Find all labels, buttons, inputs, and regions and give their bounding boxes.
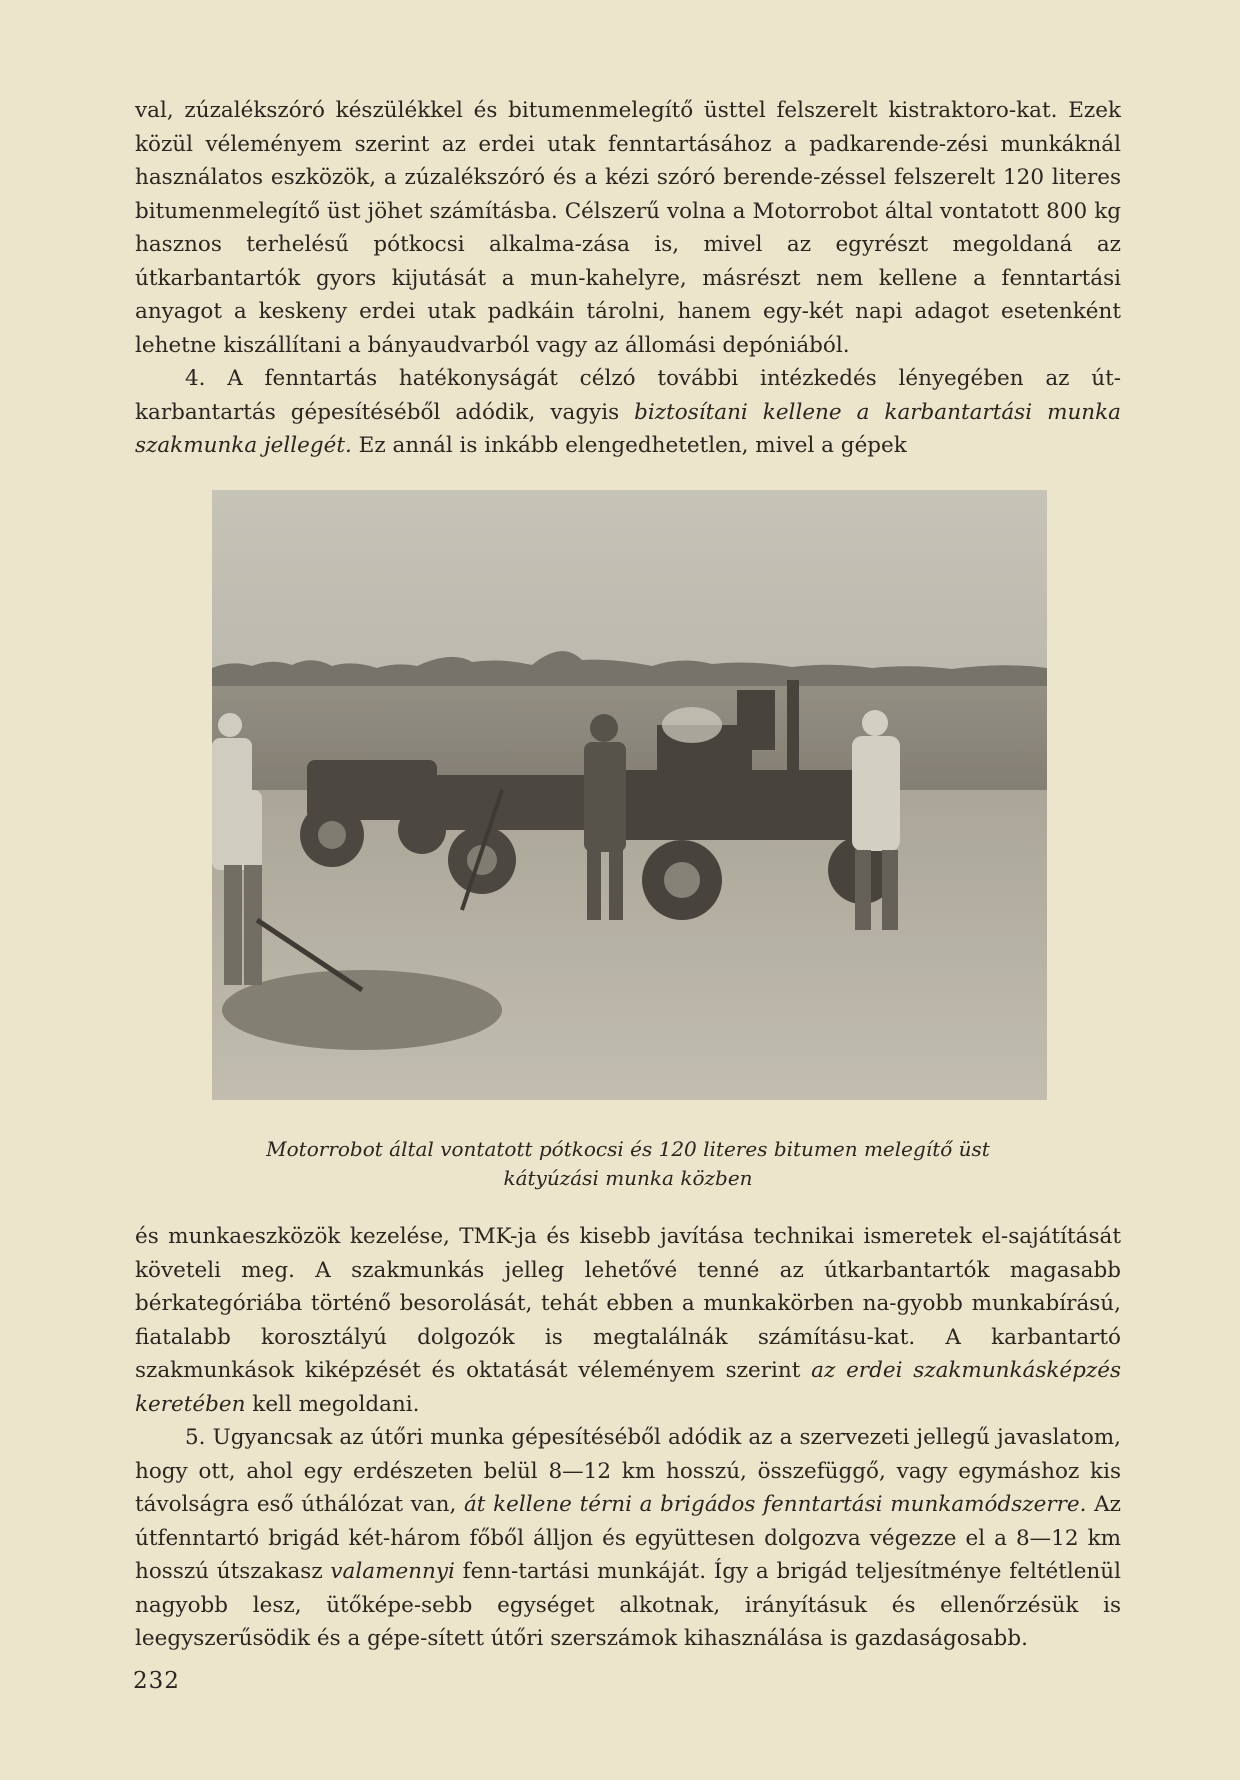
paragraph-4 <box>135 362 1121 463</box>
text-segment: és munkaeszközök kezelése, TMK-ja és kisebb javítása technikai ismeretek el-sajátítását követeli meg. A szakmunkás jelleg lehetővé tenné az útkarbantartók magasabb bérkategóriába történő besorolását, tehát ebben a munkakörben na-gyobb munkabírású, fiatalabb korosztályú dolgozók is megtalálnák számításu-kat. A karbantartó szakmunkások kiképzését és oktatását véleményem szerint <box>135 1224 1121 1383</box>
text-segment: 4. A fenntartás hatékonyságát célzó további intézkedés lényegében az út-karbantartás gépesítéséből adódik, vagyis <box>135 366 1121 425</box>
text-segment: kell megoldani. <box>245 1391 420 1417</box>
caption-line-2: kátyúzási munka közben <box>503 1166 753 1190</box>
text-segment: Ez annál is inkább elengedhetetlen, mivel a gépek <box>351 433 907 458</box>
emphasis-text: át kellene térni a brigádos fenntartási munkamódszerre. <box>463 1492 1087 1517</box>
paragraph-continuation <box>135 94 1121 362</box>
emphasis-text: az erdei szakmunkásképzés keretében <box>135 1358 1121 1417</box>
road-repair-photo <box>212 490 1047 1100</box>
photo-road-repair-icon <box>212 490 1047 1100</box>
emphasis-text: valamennyi <box>330 1559 455 1584</box>
text-segment: 5. Ugyancsak az útőri munka gépesítéséből adódik az a szervezeti jellegű javaslatom, hogy ott, ahol egy erdészeten belül 8—12 km hosszú, összefüggő, vagy egymáshoz kis távolságra eső úthálózat van, <box>135 1425 1121 1517</box>
emphasis-text: biztosítani kellene a karbantartási munka szakmunka jellegét. <box>135 399 1121 458</box>
top-text-block <box>135 94 1121 463</box>
page-number: 232 <box>133 1668 180 1694</box>
paragraph-5 <box>135 1421 1121 1656</box>
text-segment: val, zúzalékszóró készülékkel és bitumenmelegítő üsttel felszerelt kistraktoro-kat. Ezek közül véleményem szerint az erdei utak fenntartásához a padkarende-zési munkáknál használatos eszközök, a zúzalékszóró és a kézi szóró berende-zéssel felszerelt 120 literes bitumenmelegítő üst jöhet számításba. Célszerű volna a Motorrobot által vontatott 800 kg hasznos terhelésű pótkocsi alkalma-zása is, mivel az egyrészt megoldaná az útkarbantartók gyors kijutását a mun-kahelyre, másrészt nem kellene a fenntartási anyagot a keskeny erdei utak padkáin tárolni, hanem egy-két napi adagot esetenként lehetne kiszállítani a bányaudvarból vagy az állomási depóniából. <box>135 98 1121 358</box>
caption-line-1: Motorrobot által vontatott pótkocsi és 120 literes bitumen melegítő üst <box>266 1137 990 1161</box>
text-segment: fenn-tartási munkáját. Így a brigád teljesítménye feltétlenül nagyobb lesz, ütőképe-sebb egységet alkotnak, irányításuk és ellenőrzésük is leegyszerűsödik és a gépe-sített útőri szerszámok kihasználása is gazdaságosabb. <box>135 1559 1121 1651</box>
paragraph-continuation-2 <box>135 1220 1121 1421</box>
photo-caption <box>135 1135 1121 1193</box>
text-segment: Az útfenntartó brigád két-három főből álljon és együttesen dolgozva végezze el a 8—12 km hosszú útszakasz <box>135 1492 1121 1584</box>
bottom-text-block <box>135 1220 1121 1656</box>
